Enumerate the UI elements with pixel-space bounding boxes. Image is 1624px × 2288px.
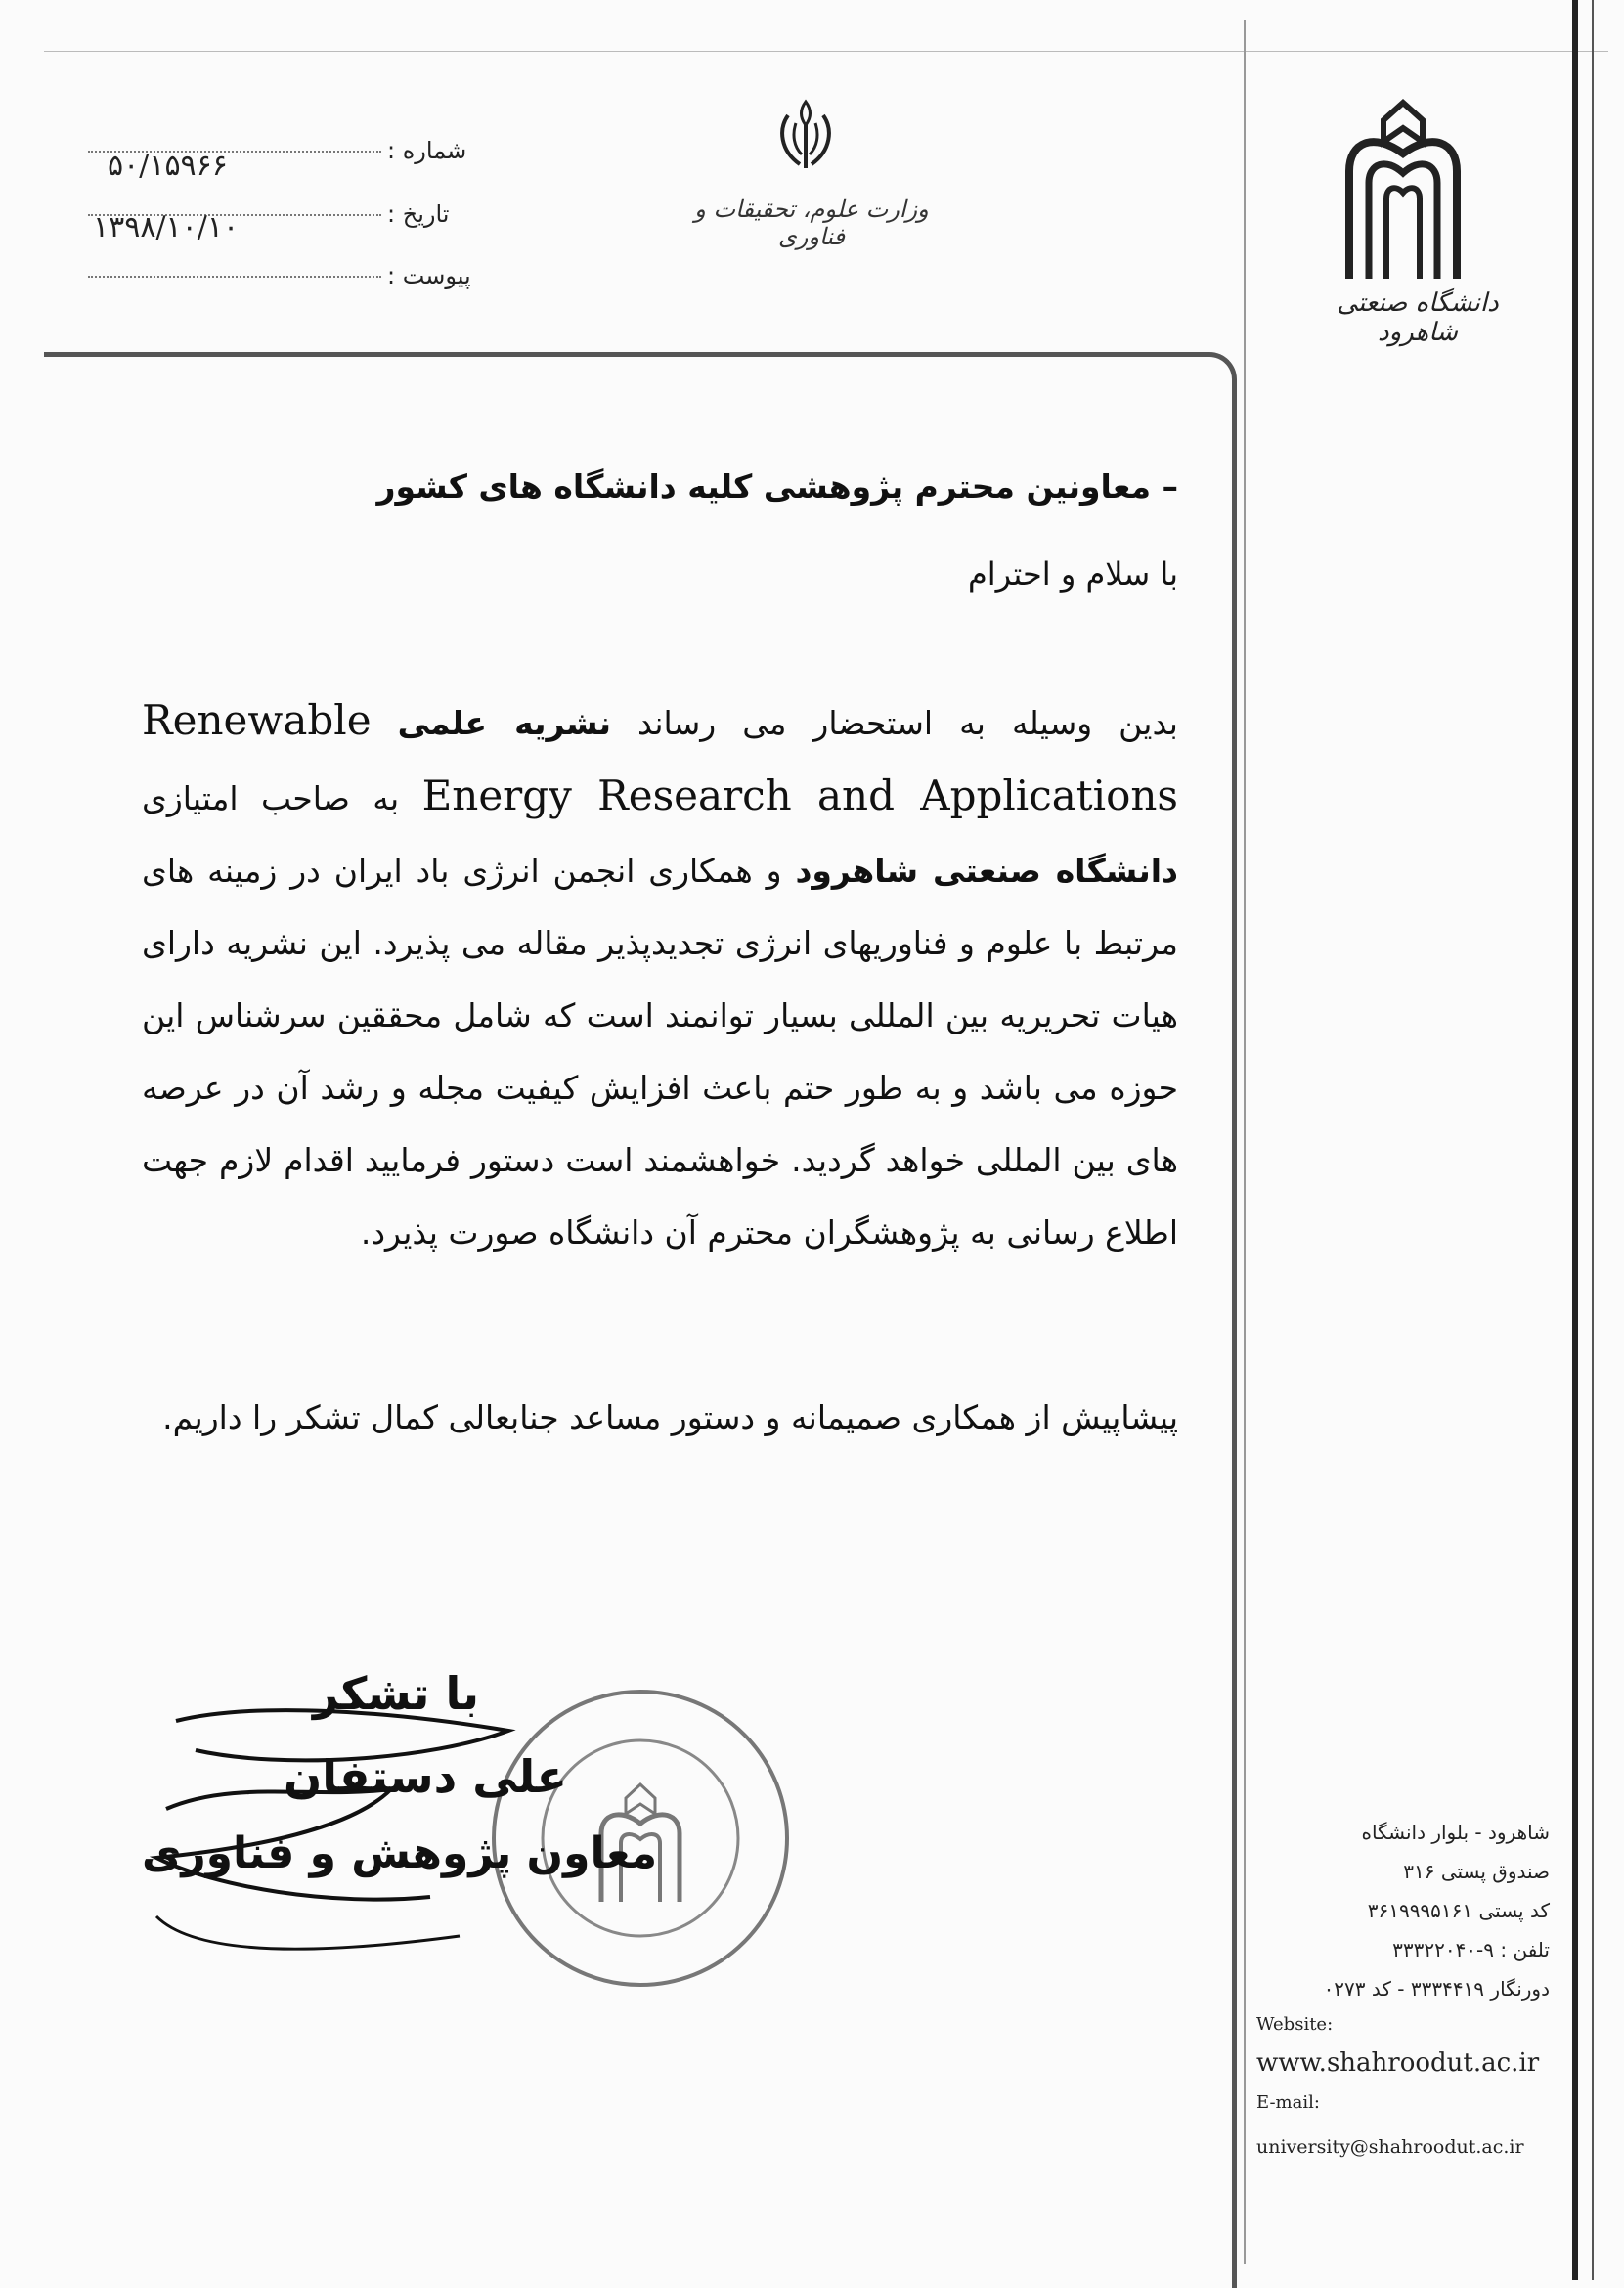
handwritten-signature: [137, 1662, 528, 1975]
para-bold-1: نشریه علمی: [397, 704, 612, 742]
greeting: با سلام و احترام: [967, 555, 1178, 593]
university-logo-icon: [1330, 93, 1476, 288]
signer-title: معاون پژوهش و فناوری: [142, 1828, 658, 1878]
para-bold-2: دانشگاه صنعتی شاهرود: [795, 852, 1178, 890]
attachment-dots: [88, 276, 381, 278]
header-rule: [44, 51, 1608, 52]
closing-paragraph: پیشاپیش از همکاری صمیمانه و دستور مساعد جنابعالی کمال تشکر را داریم.: [162, 1398, 1178, 1436]
ministry-name: وزارت علوم، تحقیقات و فناوری: [694, 196, 929, 250]
iran-emblem-icon: [770, 96, 841, 176]
attachment-field: [88, 262, 471, 289]
contact-po-box: صندوق پستی ۳۱۶: [1403, 1860, 1550, 1883]
date-value: ۱۳۹۸/۱۰/۱۰: [93, 210, 240, 244]
university-name: دانشگاه صنعتی شاهرود: [1337, 288, 1499, 347]
contact-postal-code: کد پستی ۳۶۱۹۹۹۵۱۶۱: [1367, 1899, 1550, 1922]
email-label: E-mail:: [1256, 2092, 1320, 2113]
contact-phone: تلفن : ۹-۳۳۳۲۲۰۴۰: [1392, 1938, 1550, 1961]
signature-thanks: با تشکر: [313, 1667, 480, 1720]
main-paragraph: [142, 684, 1178, 1269]
para-text-2: به صاحب امتیازی: [142, 779, 400, 817]
page-edge-inner: [1592, 0, 1594, 2280]
attachment-label: پیوست :: [387, 262, 471, 289]
para-text-3: و همکاری انجمن انرژی باد ایران در زمینه های مرتبط با علوم و فناوریهای انرژی تجدیدپذیر مقاله می پذیرد. این نشریه دارای هیات تحریریه بین المللی بسیار توانمند است که شامل محققین سرشناس این حوزه می باشد و به طور حتم باعث افزایش کیفیت مجله و رشد آن در عرصه های بین المللی خواهد گردید. خواهشمند است دستور فرمایید اقدام لازم جهت اطلاع رسانی به پژوهشگران محترم آن دانشگاه صورت پذیرد.: [142, 852, 1178, 1252]
signer-name: علی دستفان: [284, 1750, 568, 1803]
number-label: شماره :: [387, 137, 467, 164]
website-label: Website:: [1256, 2014, 1334, 2035]
para-text-1: بدین وسیله به استحضار می رساند: [637, 704, 1178, 742]
number-value: ۵۰/۱۵۹۶۶: [108, 149, 228, 183]
contact-address: شاهرود - بلوار دانشگاه: [1361, 1821, 1550, 1844]
page-edge: [1572, 0, 1578, 2280]
website-link[interactable]: www.shahroodut.ac.ir: [1256, 2048, 1540, 2078]
contact-fax: دورنگار ۳۳۳۴۴۱۹ - کد ۰۲۷۳: [1323, 1977, 1550, 2001]
sidebar-divider: [1244, 20, 1246, 2264]
recipient-line: – معاونین محترم پژوهشی کلیه دانشگاه های کشور: [376, 467, 1178, 506]
date-label: تاریخ :: [387, 200, 450, 228]
journal-name: Renewable Energy Research and Applications: [142, 696, 1178, 819]
email-link[interactable]: university@shahroodut.ac.ir: [1256, 2136, 1524, 2158]
